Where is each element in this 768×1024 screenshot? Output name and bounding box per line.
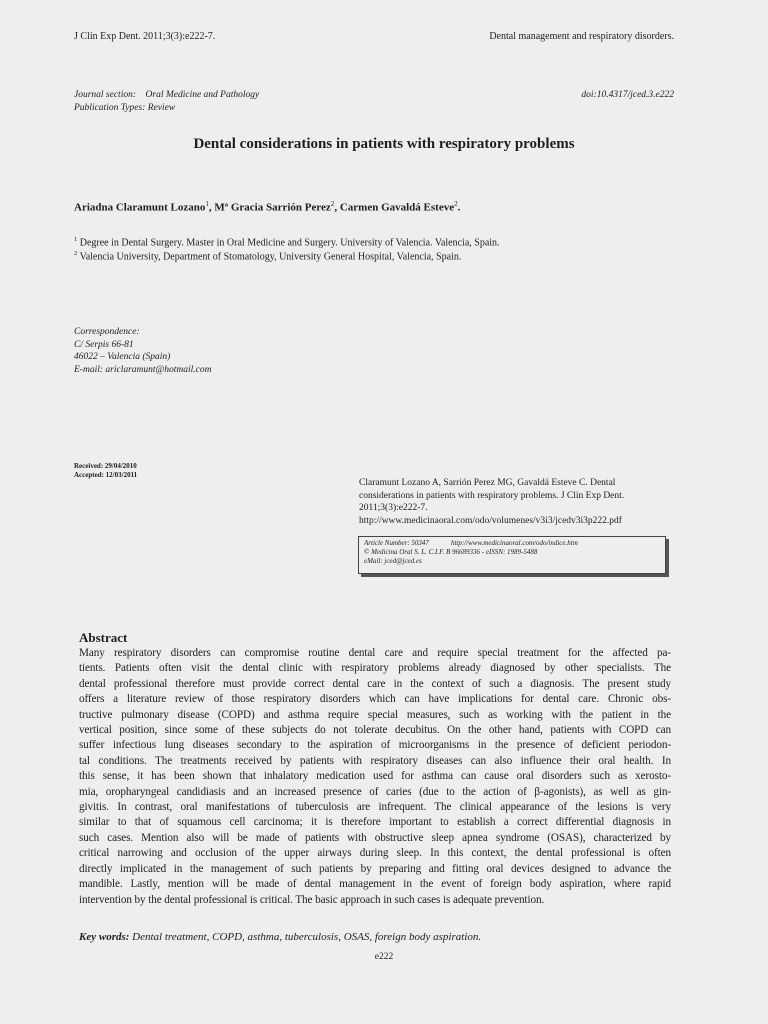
citation-line: considerations in patients with respiratory problems. J Clin Exp Dent. bbox=[359, 490, 625, 501]
author-list bbox=[74, 200, 460, 214]
author-separator: . bbox=[457, 201, 461, 214]
publication-type: Publication Types: Review bbox=[74, 103, 176, 113]
accepted-date: Accepted: 12/03/2011 bbox=[74, 471, 138, 479]
article-title: Dental considerations in patients with respiratory problems bbox=[193, 136, 575, 152]
abstract-line: tal conditions. The treatments received by patients with respiratory diseases can also influence their oral health. In bbox=[79, 754, 671, 767]
citation-block bbox=[359, 477, 669, 527]
author-separator: , bbox=[334, 201, 340, 214]
abstract-line: critical narrowing and occlusion of the upper airways during sleep. In this context, the dental professional is often bbox=[79, 847, 671, 860]
affiliation bbox=[74, 236, 500, 248]
article-number: Article Number: 50347 bbox=[364, 539, 429, 547]
received-date: Received: 29/04/2010 bbox=[74, 462, 137, 470]
keywords-label: Key words: bbox=[79, 931, 130, 943]
dates-block bbox=[74, 462, 137, 480]
citation-url[interactable]: http://www.medicinaoral.com/odo/volumenes/v3i3/jcedv3i3p222.pdf bbox=[359, 515, 622, 526]
journal-section bbox=[74, 89, 259, 101]
abstract-line: mia, oropharyngeal candidiasis and an increased presence of caries (due to the action of β-agonists), as well as gin- bbox=[79, 785, 671, 798]
correspondence-block bbox=[74, 326, 212, 376]
affiliation-mark: 1 bbox=[74, 236, 78, 243]
author-name: Carmen Gavaldá Esteve bbox=[339, 201, 455, 214]
affiliation-text: Degree in Dental Surgery. Master in Oral Medicine and Surgery. University of Valencia. Valencia, Spain. bbox=[79, 237, 500, 249]
author-name: Ariadna Claramunt Lozano bbox=[74, 201, 206, 214]
keywords bbox=[79, 931, 481, 943]
journal-section-value: Oral Medicine and Pathology bbox=[145, 90, 260, 100]
article-info-row bbox=[364, 539, 665, 548]
correspondence-label: Correspondence: bbox=[74, 327, 140, 337]
correspondence-city: 46022 – Valencia (Spain) bbox=[74, 352, 171, 362]
page-number: e222 bbox=[374, 952, 394, 962]
abstract-line: givitis. In contrast, oral manifestations of tuberculosis are infrequent. The clinical appearance of the lesions is very bbox=[79, 801, 671, 814]
abstract-line: offers a literature review of those respiratory disorders which can have implications for dental care. Chronic obs- bbox=[79, 693, 671, 706]
running-title: Dental management and respiratory disorders. bbox=[489, 31, 674, 42]
abstract-body bbox=[79, 646, 671, 908]
abstract-line: directly implicated in the management of such patients by preparing and fitting oral devices designed to advance the bbox=[79, 862, 671, 875]
abstract-line: such cases. Mention also will be made of patients with obstructive sleep apnea syndrome (OSAS), characterized by bbox=[79, 831, 671, 844]
abstract-line: vertical position, since some of these subjects do not tolerate decubitus. On the other hand, patients with COPD can bbox=[79, 724, 671, 737]
abstract-line: similar to that of squamous cell carcinoma; it is therefore important to establish a correct differential diagnosis in bbox=[79, 816, 671, 829]
abstract-line: intervention by the dental professional is critical. The basic approach in such cases is adequate prevention. bbox=[79, 893, 545, 906]
abstract-line: Many respiratory disorders can compromise routine dental care and require special treatment for the affected pa- bbox=[79, 647, 671, 659]
journal-section-label: Journal section: bbox=[74, 90, 137, 100]
keywords-text: Dental treatment, COPD, asthma, tuberculosis, OSAS, foreign body aspiration. bbox=[132, 931, 482, 943]
abstract-line: suffer infectious lung diseases secondary to the aspiration of microorganisms in the presence of deficient periodon- bbox=[79, 739, 671, 752]
affiliation-mark: 2 bbox=[74, 250, 78, 257]
author-separator: , bbox=[208, 201, 215, 214]
correspondence-email: E-mail: ariclaramunt@hotmail.com bbox=[74, 364, 212, 375]
abstract-line: tients. Patients often visit the dental clinic with respiratory problems already diagnosed by other specialists. The bbox=[79, 662, 671, 675]
citation-line: Claramunt Lozano A, Sarrión Perez MG, Gavaldá Esteve C. Dental bbox=[359, 478, 616, 488]
abstract-line: mandible. Lastly, mention will be made of dental management in the event of foreign body aspiration, where rapid bbox=[79, 878, 671, 891]
correspondence-street: C/ Serpis 66-81 bbox=[74, 339, 134, 350]
affiliation-text: Valencia University, Department of Stomatology, University General Hospital, Valencia, Spain. bbox=[79, 251, 462, 263]
abstract-line: dental professional therefore must provide correct dental care in the context of such a diagnosis. The present study bbox=[79, 677, 671, 690]
journal-index-url[interactable]: http://www.medicinaoral.com/odo/indice.htm bbox=[450, 539, 578, 547]
doi: doi:10.4317/jced.3.e222 bbox=[581, 90, 674, 100]
author-affiliation-mark: 2 bbox=[454, 200, 458, 208]
article-info-box bbox=[358, 536, 666, 574]
journal-email[interactable]: eMail: jced@jced.es bbox=[364, 557, 422, 565]
author-name: Mª Gracia Sarrión Perez bbox=[214, 201, 331, 214]
author-affiliation-mark: 1 bbox=[205, 200, 209, 208]
copyright-line: © Medicina Oral S. L. C.I.F. B 96689336 - eISSN: 1989-5488 bbox=[364, 548, 538, 556]
affiliation bbox=[74, 250, 461, 262]
citation-line: 2011;3(3):e222-7. bbox=[359, 503, 428, 513]
abstract-heading: Abstract bbox=[79, 630, 128, 645]
journal-reference: J Clin Exp Dent. 2011;3(3):e222-7. bbox=[74, 31, 216, 42]
abstract-line: tructive pulmonary disease (COPD) and asthma require special measures, such as working with the patient in the bbox=[79, 708, 671, 721]
author-affiliation-mark: 2 bbox=[330, 200, 335, 208]
abstract-line: this sense, it has been shown that inhalatory medication used for asthma can cause oral disorders such as xerosto- bbox=[79, 770, 671, 783]
